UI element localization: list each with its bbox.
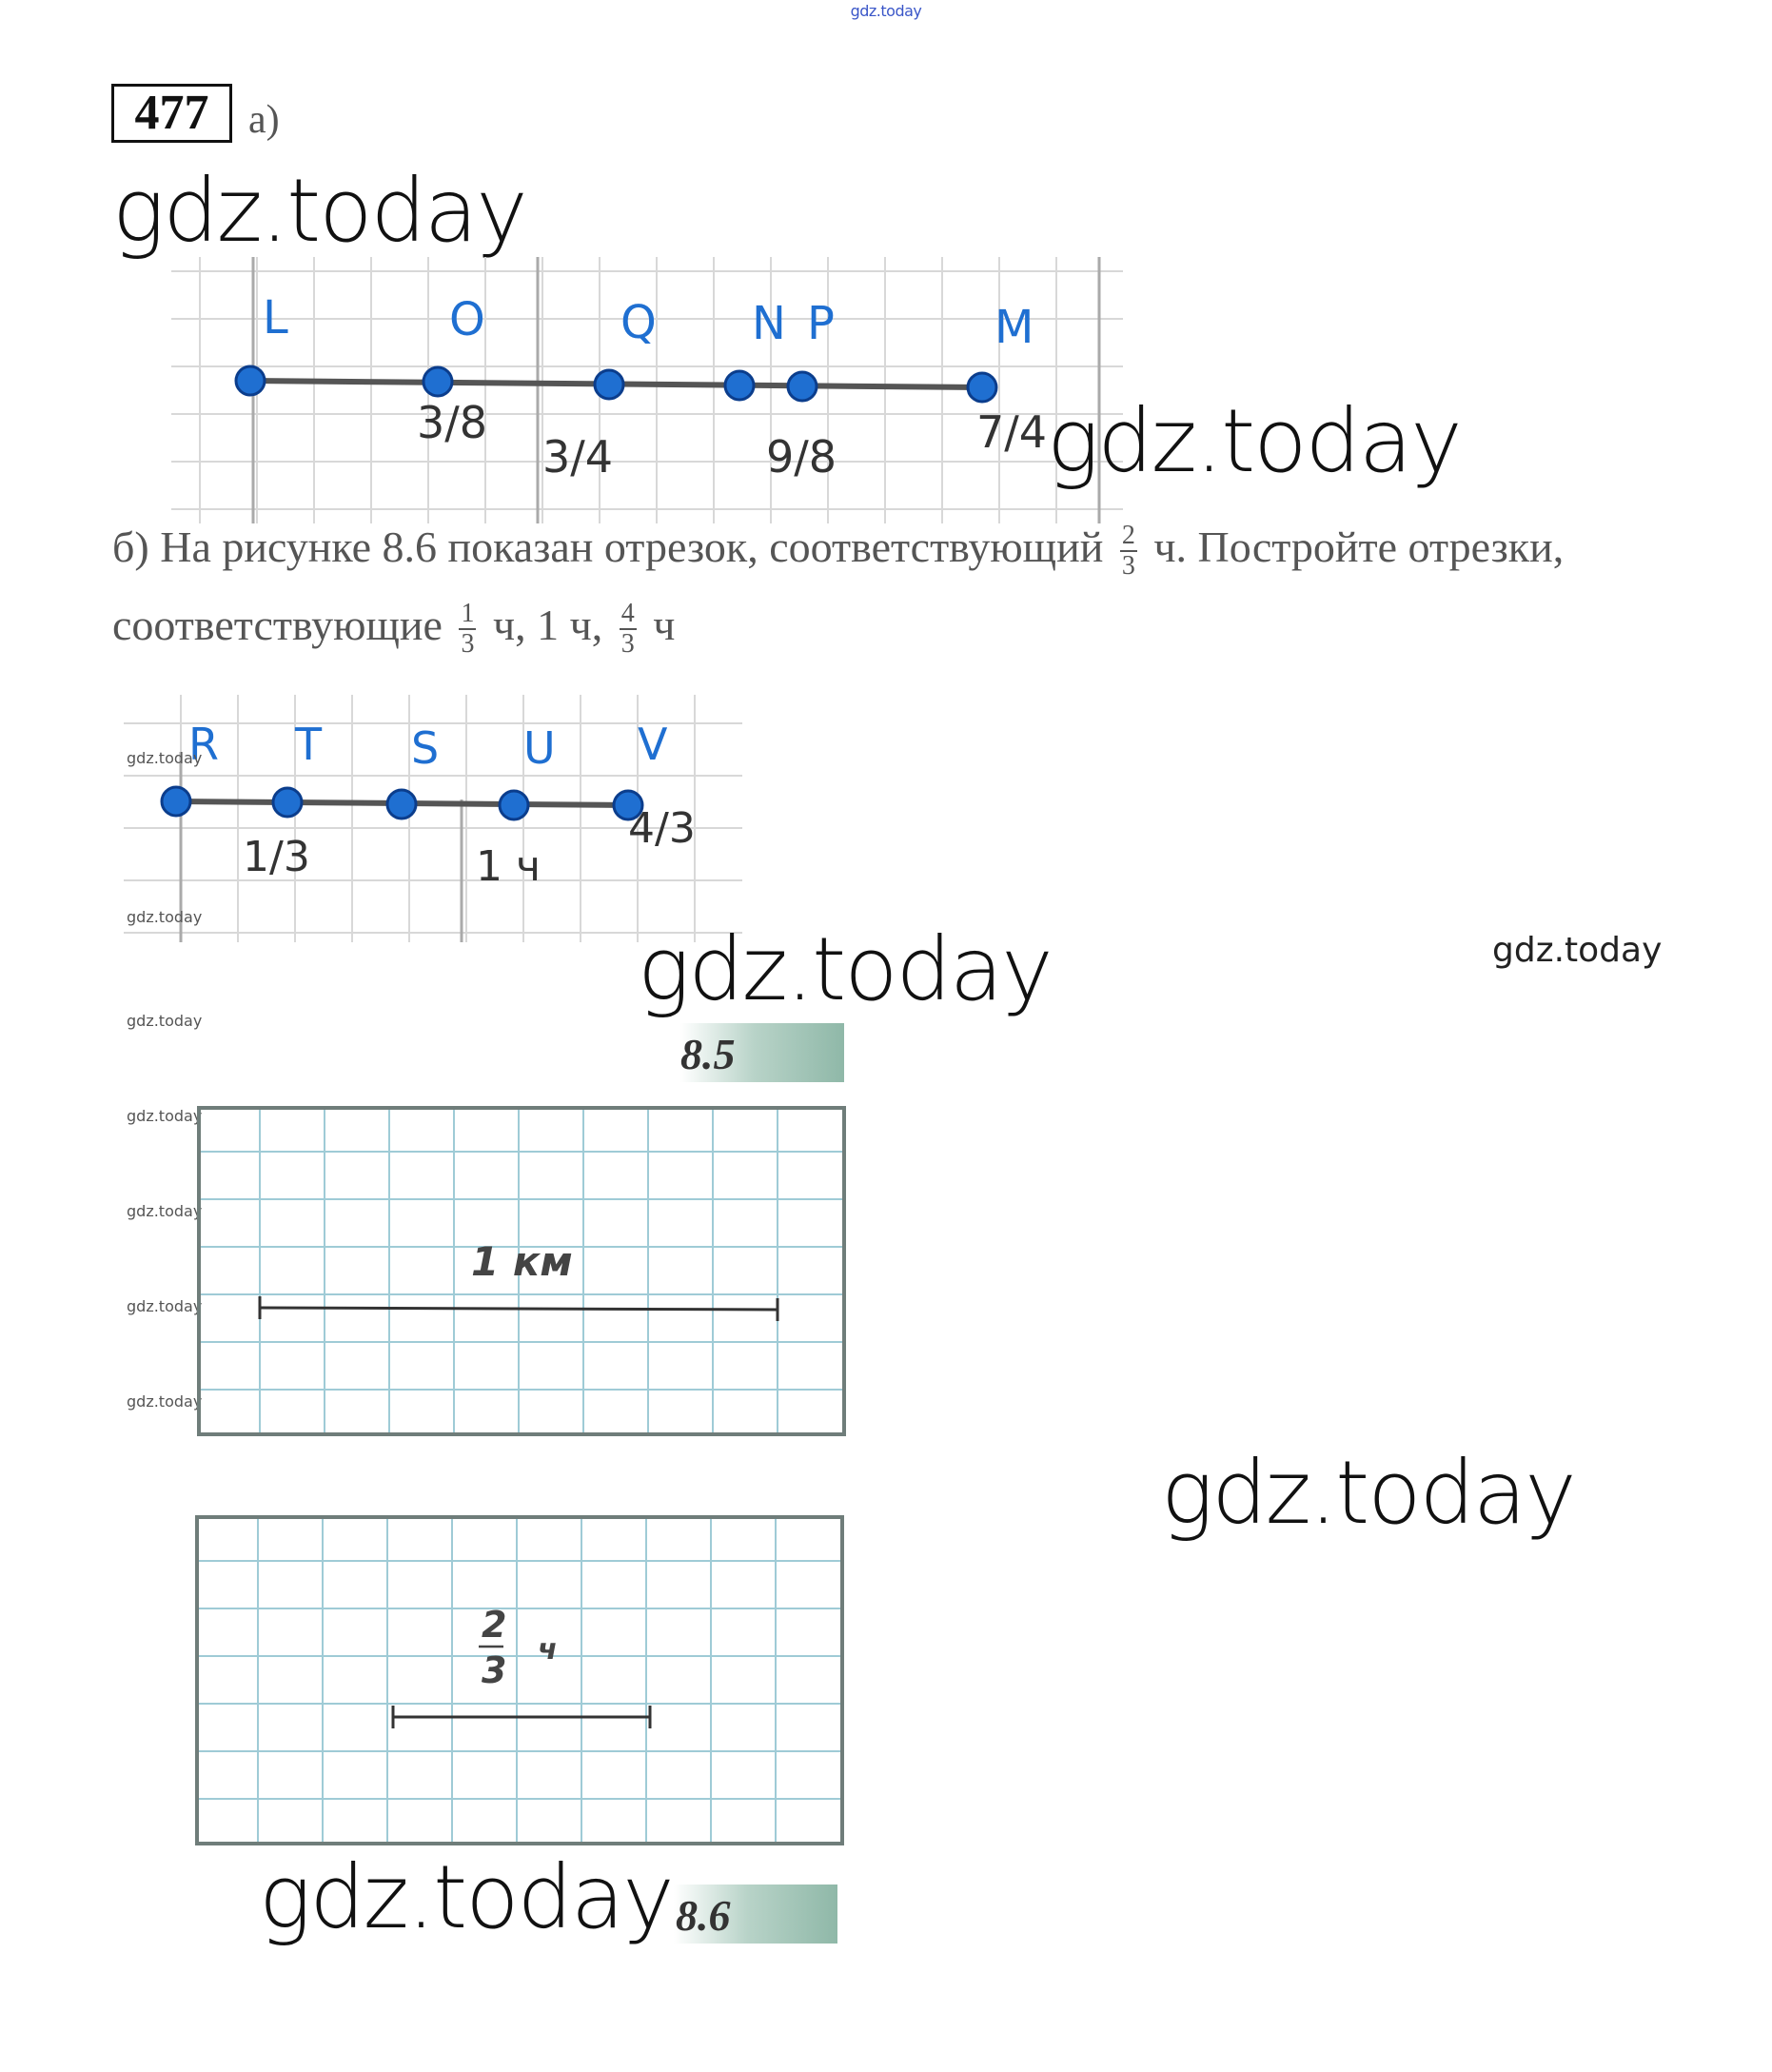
watermark: gdz.today	[127, 749, 203, 767]
part-b-text: ч	[653, 601, 676, 649]
watermark: gdz.today	[1161, 1442, 1575, 1544]
figure-caption: 8.5	[680, 1030, 736, 1078]
figure-caption: 8.6	[676, 1891, 731, 1940]
figure-caption-bar	[674, 1885, 837, 1944]
point-label-V: V	[638, 719, 668, 770]
task-number: 477	[111, 84, 232, 143]
point-T	[273, 788, 302, 817]
part-b-text: ч. Постройте отрезки,	[1153, 523, 1565, 571]
point-label-R: R	[188, 719, 219, 770]
watermark: gdz.today	[127, 1297, 203, 1315]
part-b-line-2	[112, 600, 675, 659]
value-label: 7/4	[976, 406, 1048, 458]
number-line-a	[171, 257, 1142, 523]
value-label: 1/3	[243, 833, 310, 881]
point-O	[423, 367, 452, 396]
fraction: $\frac{4}{3}$	[620, 599, 635, 660]
value-label: 3/4	[542, 431, 614, 483]
segment-fraction-den: 3	[482, 1649, 507, 1691]
point-P	[788, 372, 817, 401]
watermark: gdz.today	[127, 1012, 203, 1030]
watermark: gdz.today	[638, 918, 1052, 1020]
segment-fraction-num: 2	[482, 1604, 507, 1646]
watermark: gdz.today	[259, 1846, 673, 1948]
value-label: 3/8	[417, 397, 488, 448]
value-label: 9/8	[766, 431, 837, 483]
point-N	[725, 371, 754, 400]
point-label-U: U	[523, 722, 556, 774]
point-label-L: L	[263, 291, 288, 345]
point-S	[387, 790, 416, 819]
watermark: gdz.today	[127, 1202, 203, 1220]
value-label: 1 ч	[476, 842, 541, 891]
value-label: 4/3	[628, 804, 696, 853]
watermark: gdz.today	[127, 1392, 203, 1411]
fraction: $\frac{2}{3}$	[1121, 521, 1135, 582]
watermark: gdz.today	[112, 160, 526, 262]
point-M	[968, 373, 996, 402]
fraction: $\frac{1}{3}$	[461, 599, 475, 660]
point-label-N: N	[752, 297, 786, 350]
part-b-line-1	[112, 522, 1564, 581]
point-label-M: M	[994, 301, 1034, 354]
point-Q	[595, 370, 623, 399]
point-U	[500, 791, 528, 819]
part-b-text: б) На рисунке 8.6 показан отрезок, соответствующий	[112, 523, 1104, 571]
point-label-Q: Q	[620, 296, 657, 349]
top-watermark: gdz.today	[850, 2, 922, 20]
watermark: gdz.today	[1047, 390, 1461, 492]
point-label-T: T	[295, 719, 323, 770]
part-b-text: соответствующие	[112, 601, 443, 649]
segment-unit: ч	[538, 1633, 558, 1667]
point-L	[236, 366, 265, 395]
point-label-S: S	[411, 722, 440, 774]
figure-8-6-grid	[193, 1513, 850, 1851]
point-label-P: P	[807, 297, 835, 350]
part-b-text: ч, 1 ч,	[492, 601, 603, 649]
watermark: gdz.today	[127, 908, 203, 926]
figure-caption-bar	[680, 1023, 844, 1082]
watermark: gdz.today	[127, 1107, 203, 1125]
point-label-O: O	[449, 293, 485, 346]
watermark: gdz.today	[1492, 931, 1663, 970]
part-a-label: а)	[248, 98, 280, 142]
segment-label: 1 км	[471, 1238, 573, 1285]
point-R	[162, 787, 190, 816]
figure-8-5-grid	[195, 1104, 852, 1442]
number-line-b	[124, 695, 742, 942]
